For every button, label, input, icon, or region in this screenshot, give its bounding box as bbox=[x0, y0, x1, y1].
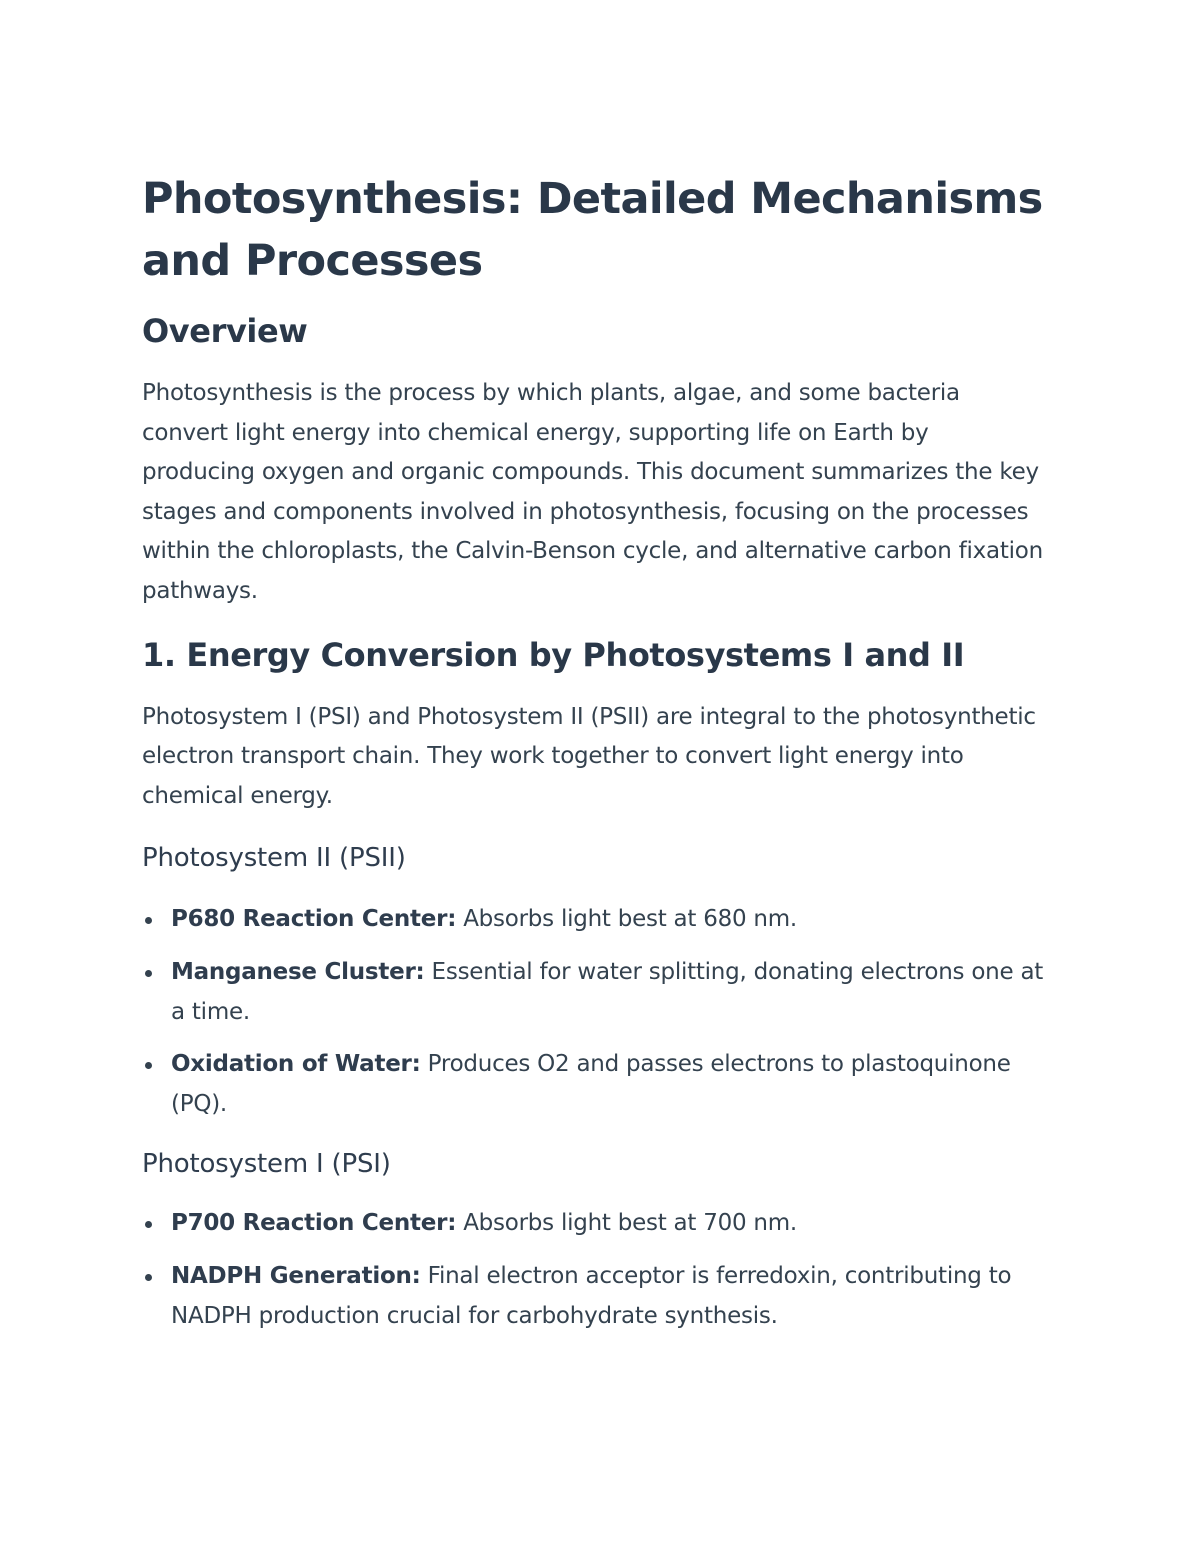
list-item-term: P680 Reaction Center: bbox=[171, 906, 457, 933]
list-item bbox=[142, 1257, 1047, 1336]
list-item-description: Absorbs light best at 680 nm. bbox=[456, 906, 797, 933]
overview-heading: Overview bbox=[142, 312, 308, 350]
psi-list bbox=[142, 1204, 1047, 1336]
psi-heading: Photosystem I (PSI) bbox=[142, 1149, 391, 1180]
list-item bbox=[142, 1204, 1047, 1244]
list-item-term: NADPH Generation: bbox=[171, 1262, 421, 1289]
section-1-paragraph: Photosystem I (PSI) and Photosystem II (PSII) are integral to the photosynthetic electron transport chain. They work together to convert light energy into chemical energy. bbox=[142, 703, 1036, 809]
list-item-description: Produces O2 and passes electrons to plastoquinone (PQ). bbox=[171, 1051, 1011, 1117]
document-page bbox=[142, 168, 1047, 1349]
list-item-term: Manganese Cluster: bbox=[171, 958, 425, 985]
bullet-icon bbox=[145, 1274, 152, 1281]
list-item-description: Final electron acceptor is ferredoxin, contributing to NADPH production crucial for carbohydrate synthesis. bbox=[171, 1262, 1012, 1329]
list-item-description: Essential for water splitting, donating electrons one at a time. bbox=[171, 958, 1044, 1025]
overview-paragraph: Photosynthesis is the process by which plants, algae, and some bacteria convert light energy into chemical energy, supporting life on Earth by producing oxygen and organic compounds. This document summarizes the key stages and components involved in photosynthesis, focusing on the processes within the chloroplasts, the Calvin-Benson cycle, and alternative carbon fixation pathways. bbox=[142, 380, 1043, 604]
list-item bbox=[142, 900, 1047, 940]
bullet-icon bbox=[145, 1062, 152, 1069]
bullet-icon bbox=[145, 1221, 152, 1228]
list-item-term: Oxidation of Water: bbox=[171, 1051, 421, 1078]
list-item-description: Absorbs light best at 700 nm. bbox=[456, 1210, 797, 1237]
psii-list bbox=[142, 900, 1047, 1124]
section-1-heading: 1. Energy Conversion by Photosystems I and II bbox=[142, 635, 965, 674]
psii-heading: Photosystem II (PSII) bbox=[142, 843, 406, 874]
list-item bbox=[142, 953, 1047, 1032]
list-item bbox=[142, 1045, 1047, 1124]
document-title: Photosynthesis: Detailed Mechanisms and Processes bbox=[142, 174, 1043, 286]
list-item-term: P700 Reaction Center: bbox=[171, 1210, 457, 1237]
bullet-icon bbox=[145, 970, 152, 977]
bullet-icon bbox=[145, 917, 152, 924]
